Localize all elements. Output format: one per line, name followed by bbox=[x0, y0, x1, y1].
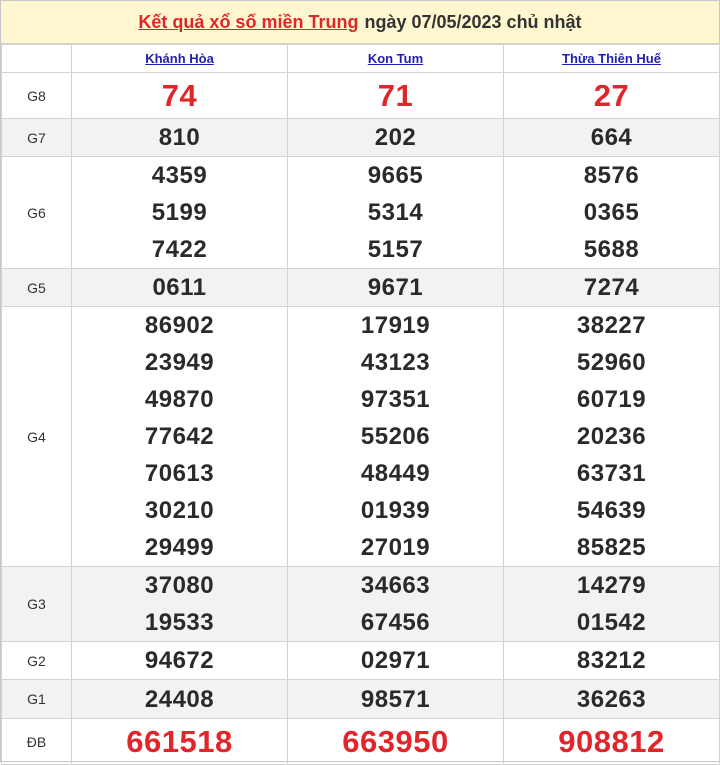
date-label: ngày 07/05/2023 chủ nhật bbox=[364, 11, 582, 32]
prize-number: 74 bbox=[161, 78, 198, 113]
prize-number: 5314 bbox=[367, 199, 424, 226]
prize-number: 34663 bbox=[360, 572, 431, 599]
prize-number: 70613 bbox=[144, 460, 215, 487]
prize-number: 17919 bbox=[360, 312, 431, 339]
prize-number: 7274 bbox=[583, 274, 640, 301]
special-prize-number: 908812 bbox=[558, 724, 665, 759]
prize-number: 0611 bbox=[152, 274, 207, 301]
prize-cell bbox=[504, 680, 720, 719]
prize-column-header bbox=[2, 45, 72, 73]
prize-number: 02971 bbox=[360, 647, 431, 674]
prize-number: 810 bbox=[158, 124, 201, 151]
prize-number: 60719 bbox=[576, 386, 647, 413]
prize-cell bbox=[72, 567, 288, 642]
prize-number: 48449 bbox=[360, 460, 431, 487]
prize-number: 8576 bbox=[583, 162, 640, 189]
prize-cell bbox=[504, 157, 720, 269]
prize-row bbox=[2, 73, 720, 119]
prize-number: 9665 bbox=[367, 162, 424, 189]
prize-number: 54639 bbox=[576, 497, 647, 524]
prize-row bbox=[2, 567, 720, 642]
prize-row bbox=[2, 119, 720, 157]
prize-row bbox=[2, 157, 720, 269]
prize-cell bbox=[504, 567, 720, 642]
prize-number: 7422 bbox=[151, 236, 208, 263]
prize-number: 83212 bbox=[576, 647, 647, 674]
prize-label: G2 bbox=[2, 642, 72, 680]
prize-cell bbox=[72, 680, 288, 719]
prize-number: 01939 bbox=[360, 497, 431, 524]
prize-number: 27019 bbox=[360, 534, 431, 561]
prize-number: 0365 bbox=[583, 199, 640, 226]
prize-row bbox=[2, 269, 720, 307]
prize-label: ĐB bbox=[2, 719, 72, 765]
prize-cell bbox=[504, 269, 720, 307]
province-link-khanh-hoa[interactable]: Khánh Hòa bbox=[145, 51, 214, 66]
prize-cell bbox=[72, 642, 288, 680]
prize-number: 43123 bbox=[360, 349, 431, 376]
prize-number: 86902 bbox=[144, 312, 215, 339]
prize-cell bbox=[72, 719, 288, 765]
prize-number: 23949 bbox=[144, 349, 215, 376]
prize-number: 63731 bbox=[576, 460, 647, 487]
prize-number: 85825 bbox=[576, 534, 647, 561]
prize-number: 664 bbox=[590, 124, 633, 151]
prize-cell bbox=[72, 307, 288, 567]
prize-label: G4 bbox=[2, 307, 72, 567]
results-table bbox=[1, 44, 720, 765]
region-results-link[interactable]: Kết quả xổ số miền Trung bbox=[138, 11, 359, 32]
prize-cell bbox=[288, 73, 504, 119]
prize-label: G3 bbox=[2, 567, 72, 642]
prize-cell bbox=[504, 119, 720, 157]
prize-number: 20236 bbox=[576, 423, 647, 450]
prize-number: 202 bbox=[374, 124, 417, 151]
prize-number: 27 bbox=[593, 78, 630, 113]
prize-number: 19533 bbox=[144, 609, 215, 636]
prize-number: 4359 bbox=[151, 162, 208, 189]
special-prize-number: 663950 bbox=[342, 724, 449, 759]
prize-number: 37080 bbox=[144, 572, 215, 599]
prize-cell bbox=[72, 269, 288, 307]
prize-number: 49870 bbox=[144, 386, 215, 413]
prize-label: G1 bbox=[2, 680, 72, 719]
prize-cell bbox=[504, 642, 720, 680]
prize-number: 36263 bbox=[576, 685, 647, 713]
prize-label: G6 bbox=[2, 157, 72, 269]
prize-row bbox=[2, 642, 720, 680]
province-header-row bbox=[2, 45, 720, 73]
prize-row bbox=[2, 307, 720, 567]
prize-cell bbox=[288, 719, 504, 765]
prize-cell bbox=[504, 73, 720, 119]
prize-number: 38227 bbox=[576, 312, 647, 339]
prize-number: 29499 bbox=[144, 534, 215, 561]
prize-number: 9671 bbox=[367, 274, 424, 301]
prize-cell bbox=[288, 680, 504, 719]
prize-cell bbox=[288, 567, 504, 642]
prize-number: 30210 bbox=[144, 497, 215, 524]
prize-number: 5688 bbox=[583, 236, 640, 263]
prize-cell bbox=[288, 119, 504, 157]
prize-row bbox=[2, 680, 720, 719]
prize-cell bbox=[72, 157, 288, 269]
prize-cell bbox=[72, 73, 288, 119]
prize-number: 24408 bbox=[144, 685, 215, 713]
prize-row bbox=[2, 719, 720, 765]
results-title bbox=[1, 1, 719, 44]
prize-number: 52960 bbox=[576, 349, 647, 376]
prize-number: 67456 bbox=[360, 609, 431, 636]
prize-label: G5 bbox=[2, 269, 72, 307]
prize-number: 01542 bbox=[576, 609, 647, 636]
prize-number: 71 bbox=[377, 78, 414, 113]
prize-cell bbox=[72, 119, 288, 157]
prize-number: 55206 bbox=[360, 423, 431, 450]
province-link-kon-tum[interactable]: Kon Tum bbox=[367, 51, 424, 66]
special-prize-number: 661518 bbox=[126, 724, 233, 759]
province-link-thua-thien-hue[interactable]: Thừa Thiên Huế bbox=[562, 51, 661, 66]
prize-cell bbox=[288, 307, 504, 567]
prize-cell bbox=[288, 157, 504, 269]
prize-cell bbox=[288, 642, 504, 680]
prize-number: 98571 bbox=[360, 685, 431, 713]
prize-number: 5199 bbox=[151, 199, 208, 226]
prize-cell bbox=[504, 719, 720, 765]
prize-number: 14279 bbox=[576, 572, 647, 599]
prize-label: G8 bbox=[2, 73, 72, 119]
prize-number: 94672 bbox=[144, 647, 215, 674]
prize-cell bbox=[504, 307, 720, 567]
prize-number: 97351 bbox=[360, 386, 431, 413]
prize-number: 5157 bbox=[367, 236, 424, 263]
prize-cell bbox=[288, 269, 504, 307]
prize-label: G7 bbox=[2, 119, 72, 157]
prize-number: 77642 bbox=[144, 423, 215, 450]
